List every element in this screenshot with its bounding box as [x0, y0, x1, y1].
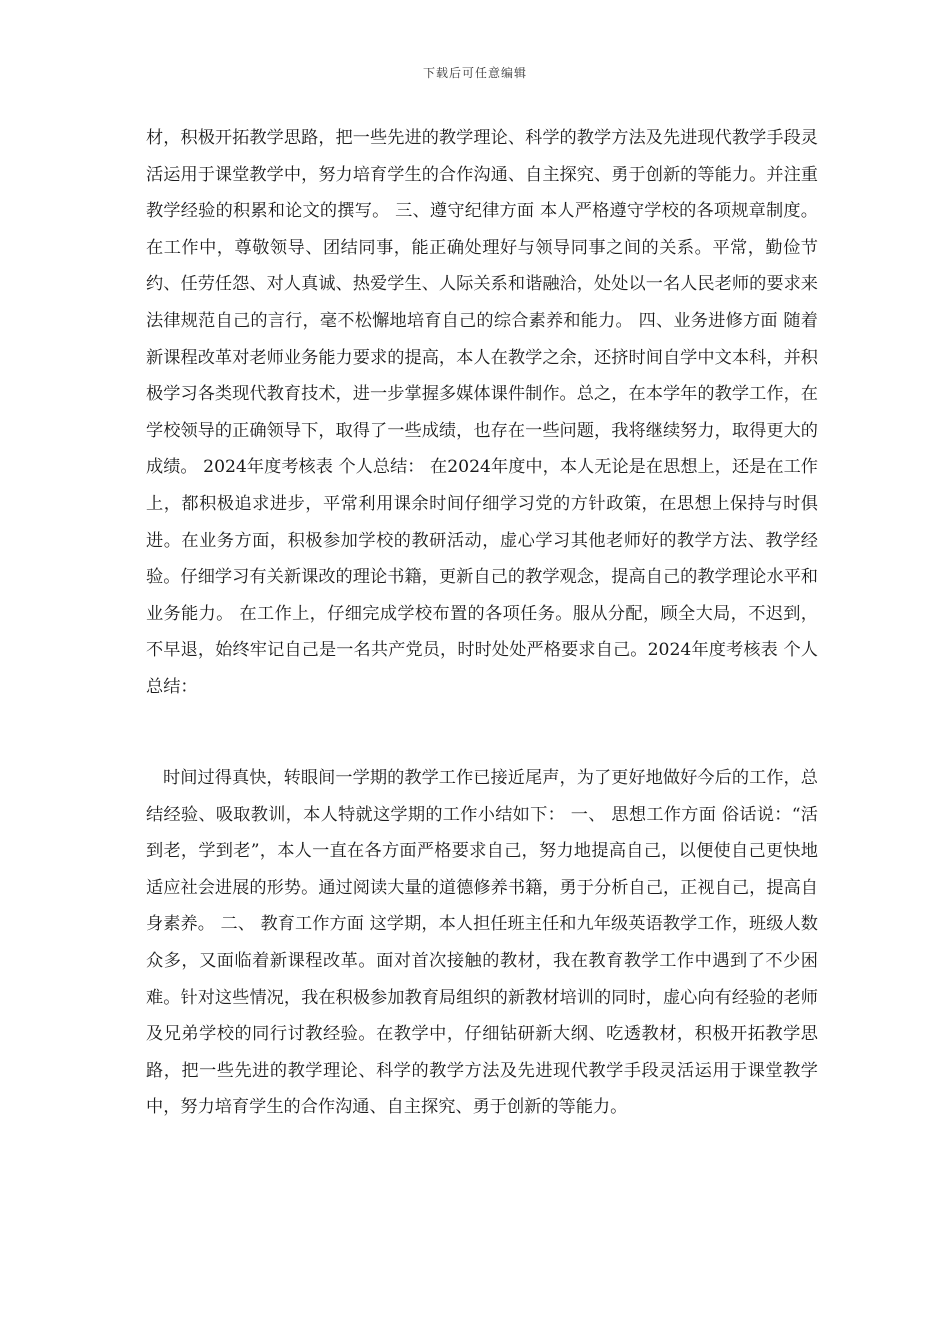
page-header: 下载后可任意编辑	[422, 66, 527, 80]
body-paragraph-1: 材，积极开拓教学思路，把一些先进的教学理论、科学的教学方法及先进现代教学手段灵活运用于课堂教学中，努力培育学生的合作沟通、自主探究、勇于创新的等能力。并注重教学经验的积累和论文的撰写。 三、遵守纪律方面 本人严格遵守学校的各项规章制度。在工作中，尊敬领导、团结同事，能正确处理好与领导同事之间的关系。平常，勤俭节约、任劳任怨、对人真诚、热爱学生、人际关系和谐融洽，处处以一名人民老师的要求来法律规范自己的言行，毫不松懈地培育自己的综合素养和能力。 四、业务进修方面 随着新课程改革对老师业务能力要求的提高，本人在教学之余，还挤时间自学中文本科，并积极学习各类现代教育技术，进一步掌握多媒体课件制作。总之，在本学年的教学工作，在学校领导的正确领导下，取得了一些成绩，也存在一些问题，我将继续努力，取得更大的成绩。 2024年度考核表 个人总结： 在2024年度中，本人无论是在思想上，还是在工作上，都积极追求进步，平常利用课余时间仔细学习党的方针政策，在思想上保持与时俱进。在业务方面，积极参加学校的教研活动，虚心学习其他老师好的教学方法、教学经验。仔细学习有关新课改的理论书籍，更新自己的教学观念，提高自己的教学理论水平和业务能力。 在工作上，仔细完成学校布置的各项任务。服从分配，顾全大局，不迟到，不早退，始终牢记自己是一名共产党员，时时处处严格要求自己。2024年度考核表 个人总结：	[146, 128, 818, 697]
body-paragraph-2: 时间过得真快，转眼间一学期的教学工作已接近尾声，为了更好地做好今后的工作，总结经验、吸取教训，本人特就这学期的工作小结如下： 一、 思想工作方面 俗话说：“活到老，学到老”，本人一直在各方面严格要求自己，努力地提高自己，以便使自己更快地适应社会进展的形势。通过阅读大量的道德修养书籍，勇于分析自己，正视自己，提高自身素养。 二、 教育工作方面 这学期，本人担任班主任和九年级英语教学工作，班级人数众多，又面临着新课程改革。面对首次接触的教材，我在教育教学工作中遇到了不少困难。针对这些情况，我在积极参加教育局组织的新教材培训的同时，虚心向有经验的老师及兄弟学校的同行讨教经验。在教学中，仔细钻研新大纲、吃透教材，积极开拓教学思路，把一些先进的教学理论、科学的教学方法及先进现代教学手段灵活运用于课堂教学中，努力培育学生的合作沟通、自主探究、勇于创新的等能力。	[146, 768, 818, 1118]
